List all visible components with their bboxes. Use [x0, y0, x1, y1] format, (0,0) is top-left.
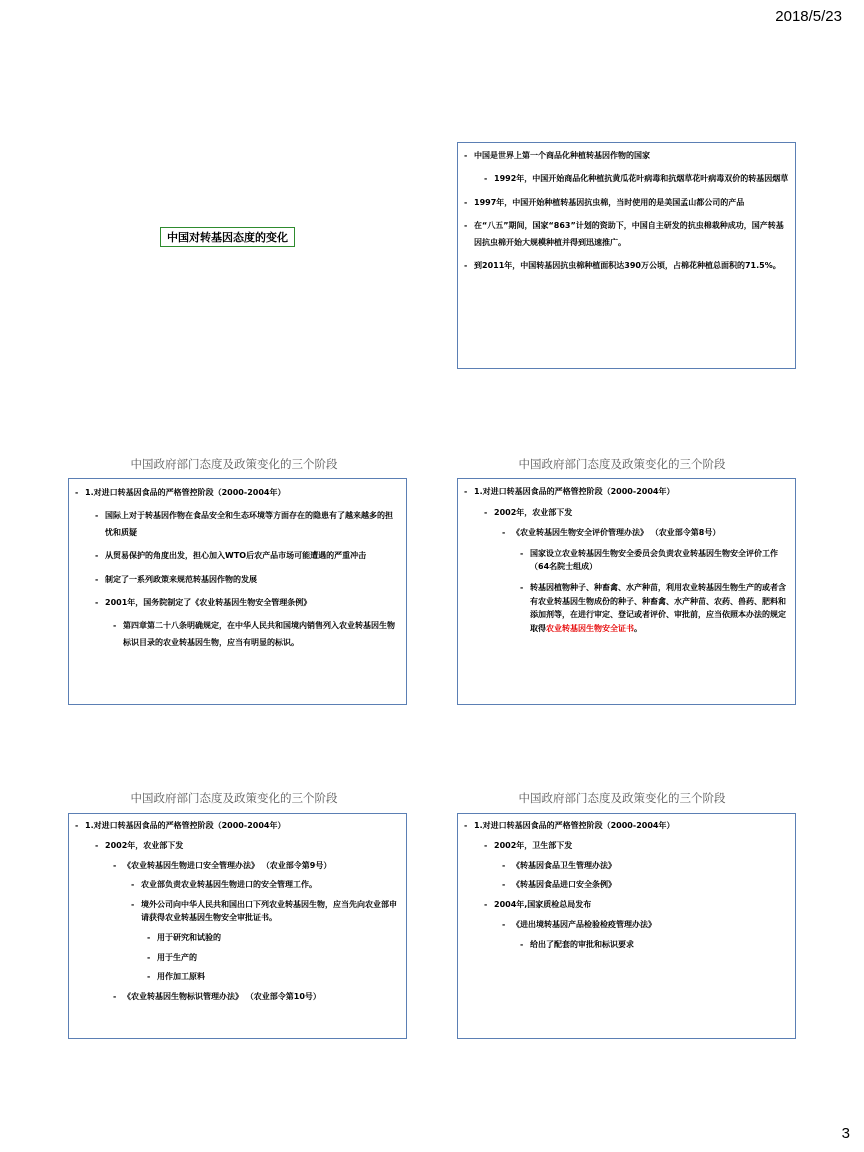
bullet-dash-icon: -	[95, 574, 99, 584]
slide4-content-box	[68, 813, 407, 1039]
slide1-title: 中国对转基因态度的变化	[160, 227, 295, 247]
bullet-text: 2001年，国务院制定了《农业转基因生物安全管理条例》	[105, 597, 312, 607]
bullet-dash-icon: -	[484, 507, 488, 517]
slide3-bullet-item	[464, 547, 789, 574]
bullet-dash-icon: -	[147, 952, 151, 962]
slide1-bullet-item	[464, 195, 789, 211]
slide1-bullet-item	[464, 148, 789, 164]
slide4-bullet-item	[75, 952, 400, 965]
bullet-dash-icon: -	[484, 900, 488, 910]
bullet-dash-icon: -	[484, 174, 488, 184]
bullet-dash-icon: -	[464, 821, 468, 830]
slide5-bullet-item	[464, 899, 789, 912]
bullet-dash-icon: -	[95, 511, 99, 521]
slide3-content-box	[457, 478, 796, 705]
bullet-dash-icon: -	[113, 621, 117, 631]
bullet-text: 用于生产的	[157, 952, 197, 962]
bullet-text: 2002年，农业部下发	[494, 507, 573, 517]
header-date: 2018/5/23	[775, 8, 842, 25]
bullet-text: 境外公司向中华人民共和国出口下列农业转基因生物，应当先向农业部申请获得农业转基因生物安全审批证书。	[141, 900, 397, 922]
slide2-bullet-item	[75, 572, 400, 588]
bullet-dash-icon: -	[95, 840, 99, 850]
slide3-bullet-item	[464, 526, 789, 540]
slide4-title: 中国政府部门态度及政策变化的三个阶段	[130, 791, 338, 805]
bullet-text: 1.对进口转基因食品的严格管控阶段（2000-2004年）	[474, 821, 675, 830]
bullet-text: 给出了配套的审批和标识要求	[530, 939, 634, 949]
slide3-bullet-item	[464, 506, 789, 520]
bullet-dash-icon: -	[520, 582, 524, 592]
bullet-text: 用作加工原料	[157, 972, 205, 982]
bullet-tail-text: 。	[634, 623, 642, 633]
bullet-dash-icon: -	[502, 860, 506, 870]
bullet-dash-icon: -	[464, 260, 468, 270]
slide4-bullet-item	[75, 899, 400, 925]
slide4-bullet-item	[75, 932, 400, 945]
slide5-bullet-item	[464, 879, 789, 892]
bullet-dash-icon: -	[520, 939, 524, 949]
slide4-bullet-item	[75, 860, 400, 873]
bullet-dash-icon: -	[520, 548, 524, 558]
bullet-dash-icon: -	[464, 151, 468, 160]
slide1-bullet-item	[464, 218, 789, 251]
bullet-text: 第四章第二十八条明确规定，在中华人民共和国境内销售列入农业转基因生物标识目录的农业转基因生物，应当有明显的标识。	[123, 621, 395, 647]
slide2-bullet-item	[75, 618, 400, 651]
bullet-dash-icon: -	[113, 992, 117, 1002]
bullet-text: 《农业转基因生物安全评价管理办法》 （农业部令第8号）	[512, 528, 721, 538]
bullet-text: 中国是世界上第一个商品化种植转基因作物的国家	[474, 151, 650, 160]
slide3-bullet-item	[464, 581, 789, 635]
slide4-bullet-item	[75, 820, 400, 833]
slide5-content-box	[457, 813, 796, 1039]
bullet-dash-icon: -	[464, 197, 468, 207]
bullet-dash-icon: -	[75, 488, 79, 497]
bullet-text: 1992年，中国开始商品化种植抗黄瓜花叶病毒和抗烟草花叶病毒双价的转基因烟草	[494, 174, 789, 184]
bullet-dash-icon: -	[131, 880, 135, 890]
bullet-text: 1.对进口转基因食品的严格管控阶段（2000-2004年）	[474, 487, 675, 496]
bullet-dash-icon: -	[131, 900, 135, 910]
slide2-bullet-item	[75, 595, 400, 611]
slide5-title: 中国政府部门态度及政策变化的三个阶段	[518, 791, 726, 805]
bullet-dash-icon: -	[75, 821, 79, 830]
bullet-dash-icon: -	[95, 597, 99, 607]
bullet-text: 国家设立农业转基因生物安全委员会负责农业转基因生物安全评价工作（64名院士组成）	[530, 548, 778, 572]
slide2-bullet-item	[75, 485, 400, 501]
bullet-text: 国际上对于转基因作物在食品安全和生态环境等方面存在的隐患有了越来越多的担忧和质疑	[105, 511, 393, 537]
slide5-bullet-item	[464, 840, 789, 853]
bullet-text: 制定了一系列政策来规范转基因作物的发展	[105, 574, 257, 584]
bullet-text: 在“八五”期间，国家“863”计划的资助下，中国自主研发的抗虫棉栽种成功，国产转基因抗虫棉开始大规模种植并得到迅速推广。	[474, 221, 784, 247]
bullet-text: 《转基因食品卫生管理办法》	[512, 860, 616, 870]
bullet-dash-icon: -	[464, 221, 468, 231]
page-number: 3	[841, 1125, 850, 1142]
bullet-text: 《转基因食品进口安全条例》	[512, 880, 616, 890]
slide2-content-box	[68, 478, 407, 705]
bullet-text: 到2011年，中国转基因抗虫棉种植面积达390万公顷，占棉花种植总面积的71.5%。	[474, 260, 781, 270]
bullet-dash-icon: -	[464, 487, 468, 496]
slide3-bullet-item	[464, 485, 789, 499]
slide4-bullet-item	[75, 991, 400, 1004]
bullet-text: 2002年，卫生部下发	[494, 840, 573, 850]
slide3-title: 中国政府部门态度及政策变化的三个阶段	[518, 457, 726, 471]
bullet-dash-icon: -	[147, 972, 151, 982]
slide2-title: 中国政府部门态度及政策变化的三个阶段	[130, 457, 338, 471]
slide1-content-box	[457, 142, 796, 369]
bullet-dash-icon: -	[95, 551, 99, 561]
slide4-bullet-item	[75, 971, 400, 984]
slide5-bullet-item	[464, 860, 789, 873]
bullet-text: 农业部负责农业转基因生物进口的安全管理工作。	[141, 880, 317, 890]
slide5-bullet-item	[464, 820, 789, 833]
bullet-dash-icon: -	[502, 528, 506, 538]
bullet-text: 用于研究和试验的	[157, 932, 221, 942]
bullet-dash-icon: -	[113, 860, 117, 870]
bullet-text: 1.对进口转基因食品的严格管控阶段（2000-2004年）	[85, 488, 286, 497]
slide2-bullet-item	[75, 508, 400, 541]
bullet-dash-icon: -	[502, 880, 506, 890]
bullet-text: 2004年,国家质检总局发布	[494, 900, 592, 910]
bullet-text: 从贸易保护的角度出发，担心加入WTO后农产品市场可能遭遇的严重冲击	[105, 551, 367, 561]
bullet-text: 转基因植物种子、种畜禽、水产种苗，利用农业转基因生物生产的或者含有农业转基因生物成份的种子、种畜禽、水产种苗、农药、兽药、肥料和添加剂等，在进行审定、登记或者评价、审批前，应当依照本办法的规定取得	[530, 582, 786, 633]
bullet-text: 1997年，中国开始种植转基因抗虫棉，当时使用的是美国孟山都公司的产品	[474, 197, 745, 207]
slide4-bullet-item	[75, 879, 400, 892]
bullet-text: 《农业转基因生物标识管理办法》 （农业部令第10号）	[123, 992, 321, 1002]
bullet-text: 2002年，农业部下发	[105, 840, 184, 850]
bullet-text: 1.对进口转基因食品的严格管控阶段（2000-2004年）	[85, 821, 286, 830]
bullet-text: 《进出境转基因产品检验检疫管理办法》	[512, 919, 656, 929]
slide1-bullet-item	[464, 258, 789, 274]
bullet-dash-icon: -	[484, 840, 488, 850]
slide4-bullet-item	[75, 840, 400, 853]
bullet-text: 《农业转基因生物进口安全管理办法》 （农业部令第9号）	[123, 860, 332, 870]
slide5-bullet-item	[464, 919, 789, 932]
slide1-bullet-item	[464, 171, 789, 187]
bullet-dash-icon: -	[502, 919, 506, 929]
slide2-bullet-item	[75, 548, 400, 564]
highlighted-text: 农业转基因生物安全证书	[546, 623, 634, 633]
bullet-dash-icon: -	[147, 932, 151, 942]
slide5-bullet-item	[464, 939, 789, 952]
